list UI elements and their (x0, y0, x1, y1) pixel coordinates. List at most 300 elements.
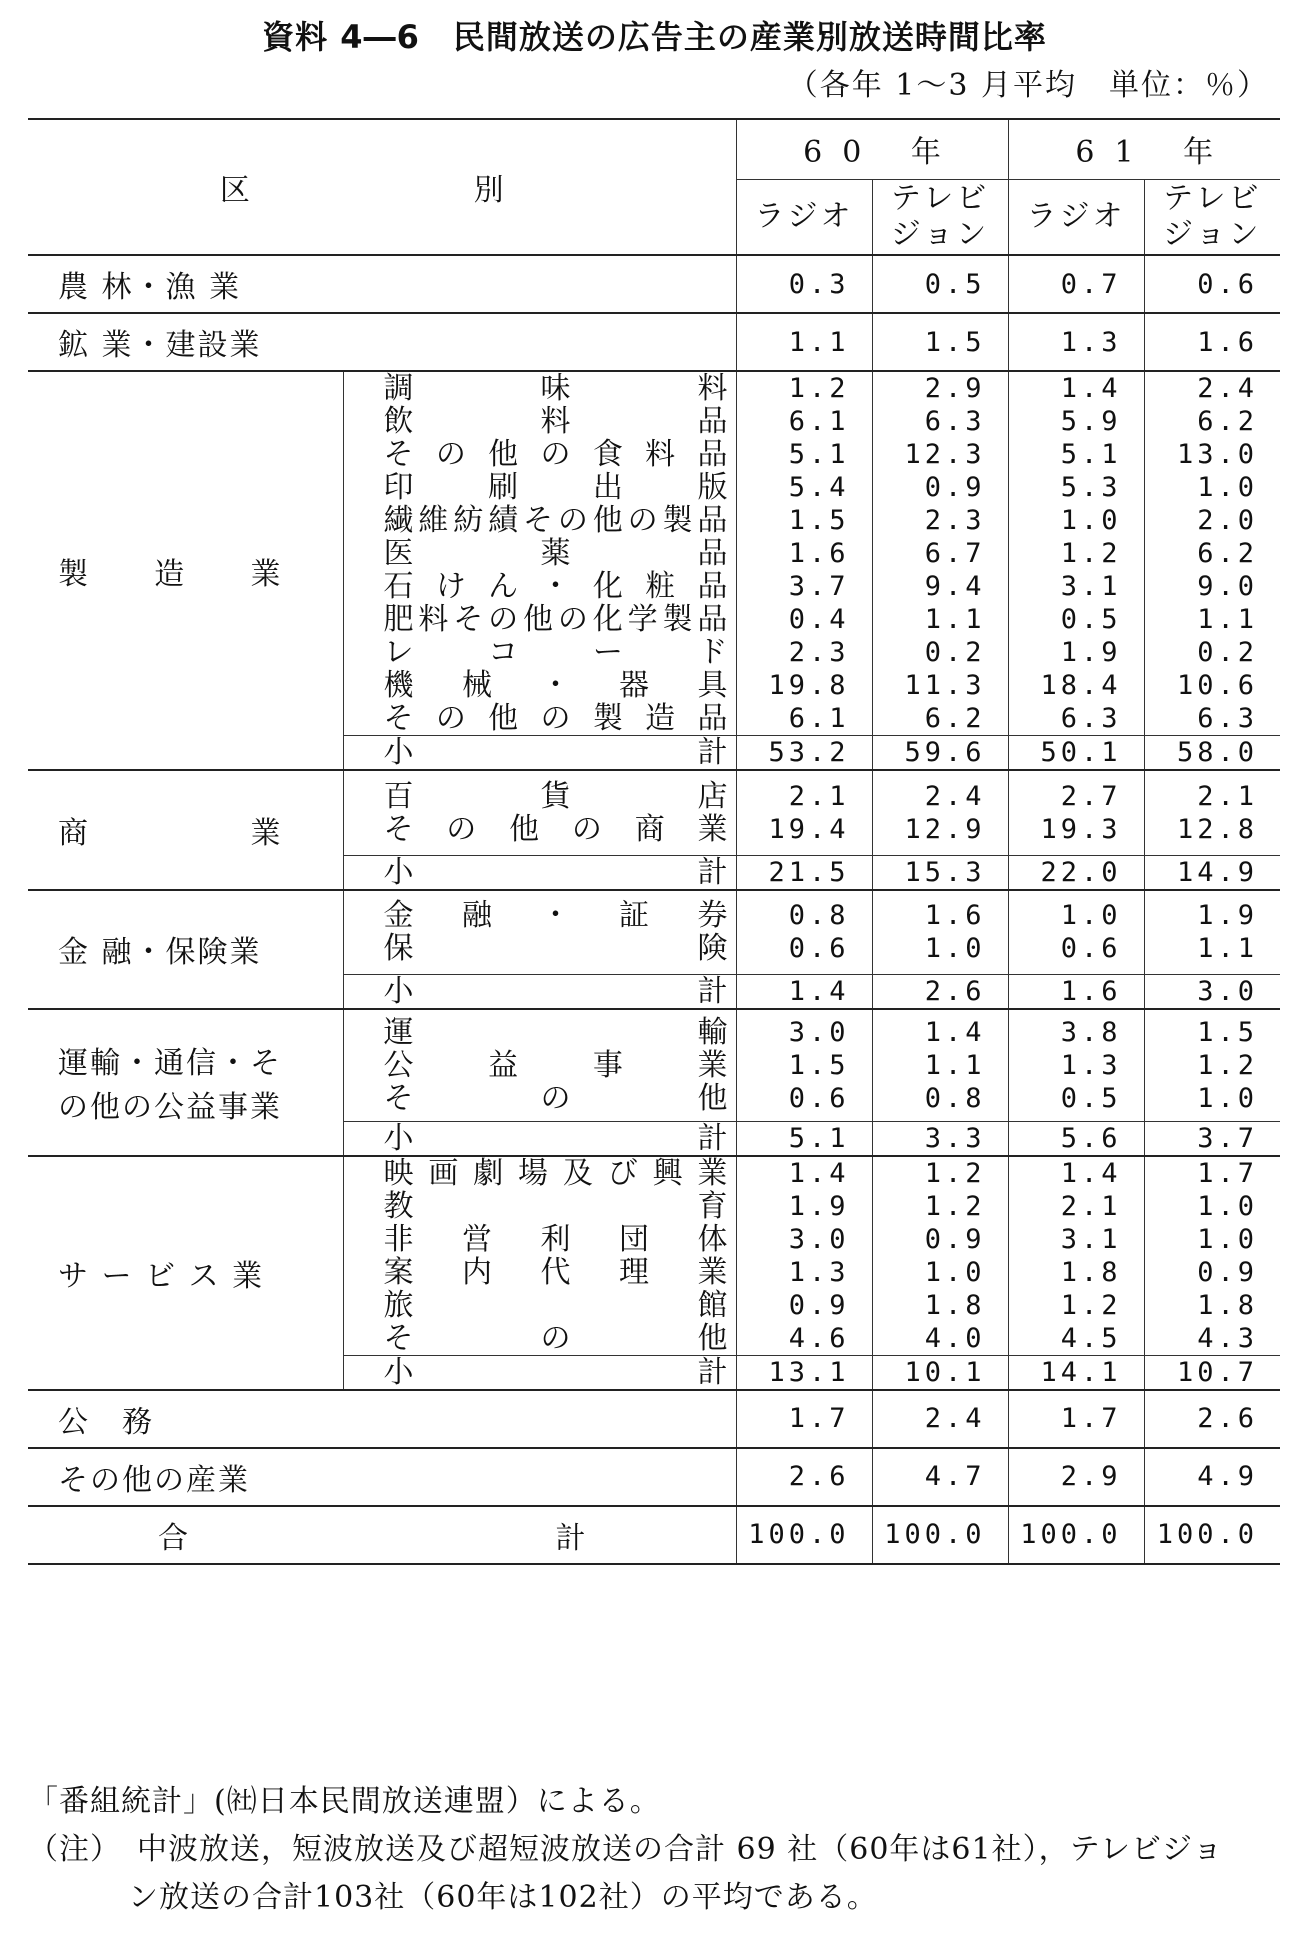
value: 5.4 (788, 472, 850, 503)
subcategory-char: 繊 (383, 503, 414, 538)
header-tv-60 (872, 179, 1008, 255)
value-cell: 59.6 (872, 736, 1008, 771)
total-text (28, 1513, 736, 1557)
note-line-1: （注） 中波放送，短波放送及び超短波放送の合計 69 社（60年は61社），テレビジョ (28, 1832, 1224, 1867)
subcategory-char: 料 (418, 602, 449, 637)
value: 13.0 (1176, 439, 1258, 470)
subcategory-char: 保 (383, 931, 414, 967)
row-nourin (28, 255, 1280, 313)
subcategory-item (384, 471, 728, 504)
value: 4.6 (788, 1322, 850, 1354)
value: 0.9 (1197, 1256, 1258, 1288)
category-text (58, 808, 343, 852)
value: 2.7 (1060, 780, 1122, 812)
subcategory-char: そ (383, 811, 414, 847)
subcategory-char: ・ (540, 898, 571, 934)
subtotal-label (343, 1355, 736, 1390)
header-tv-line2: ジョン (890, 216, 990, 252)
subcategory-char: 料 (645, 437, 676, 472)
subcategory-char: 品 (697, 536, 728, 571)
value: 1.1 (1197, 604, 1258, 635)
subcategory-char: の (571, 811, 602, 847)
unit-note: （各年 1～3 月平均 単位：％） (787, 68, 1269, 103)
value: 1.4 (1060, 373, 1122, 404)
value: 1.6 (924, 900, 986, 932)
value: 11.3 (904, 670, 986, 701)
value-cell (872, 1009, 1008, 1121)
value-cell: 14.1 (1008, 1355, 1144, 1390)
subcategory-char: 他 (488, 701, 519, 736)
subcategory-char: 績 (488, 503, 519, 538)
subtotal-text (384, 975, 728, 1008)
subcategory-char: 利 (540, 1221, 571, 1257)
subcategory-char: 事 (592, 1047, 623, 1083)
row-seizou (28, 371, 1280, 736)
subcategory-char: ん (488, 569, 519, 604)
value: 9.0 (1197, 571, 1258, 602)
subcategory-char: 飲 (383, 404, 414, 439)
value-cell: 100.0 (1144, 1506, 1280, 1564)
subcategory-item (384, 570, 728, 603)
subcategory-char: 興 (652, 1155, 683, 1191)
subcategory-char: 内 (462, 1254, 492, 1290)
value: 5.3 (1060, 472, 1122, 503)
subtotal-right: 計 (697, 1354, 728, 1390)
subcategory-char: 業 (697, 1155, 728, 1191)
subcategory-char: 映 (383, 1155, 414, 1191)
value: 1.7 (1197, 1157, 1258, 1189)
value: 2.3 (924, 505, 986, 536)
subcategory-list (343, 770, 736, 855)
subcategory-char: 粧 (645, 569, 676, 604)
value: 19.8 (768, 670, 850, 701)
value-cell (1008, 890, 1144, 975)
value: 1.2 (1060, 1289, 1122, 1321)
value: 6.7 (924, 538, 986, 569)
subcategory-char: 他 (523, 602, 553, 637)
category-label: 公 務 (28, 1390, 736, 1448)
subcategory-char: の (627, 503, 658, 538)
subtotal-right: 計 (697, 854, 728, 890)
header-tv-line1: テレビ (1163, 180, 1262, 216)
value-cell: 0.3 (736, 255, 872, 313)
value-cell: 1.4 (736, 975, 872, 1010)
value: 6.3 (924, 406, 986, 437)
subtotal-left: 小 (383, 974, 414, 1009)
value-cell: 2.6 (1144, 1390, 1280, 1448)
subcategory-char: び (607, 1155, 638, 1191)
value-cell: 1.3 (1008, 313, 1144, 371)
value: 1.2 (924, 1157, 986, 1189)
value-cell: 100.0 (1008, 1506, 1144, 1564)
value: 1.0 (924, 1256, 986, 1288)
subcategory-char: 具 (697, 668, 728, 703)
subcategory-char: 券 (697, 898, 728, 934)
subcategory-list (343, 1009, 736, 1121)
subcategory-char: 版 (697, 470, 728, 505)
value-cell: 10.1 (872, 1355, 1008, 1390)
header-kubetsu (28, 119, 736, 255)
subcategory-char: 画 (428, 1155, 459, 1191)
value: 12.8 (1176, 813, 1258, 845)
value: 3.8 (1060, 1016, 1122, 1048)
subcategory-item (384, 1256, 728, 1289)
subcategory-item (384, 813, 728, 846)
category-label (28, 1009, 343, 1156)
subcategory-char: 場 (518, 1155, 549, 1191)
value: 1.0 (1197, 472, 1258, 503)
subcategory-item (384, 780, 728, 813)
row-kinyu (28, 890, 1280, 975)
subcategory-char: 出 (592, 470, 623, 505)
subcategory-list (343, 1156, 736, 1356)
subcategory-char: 他 (488, 437, 519, 472)
subcategory-char: 維 (418, 503, 449, 538)
subtotal-text (384, 856, 728, 889)
subcategory-char: レ (383, 635, 414, 670)
header-kubetsu-right: 別 (473, 173, 504, 208)
category-char: 商 (58, 815, 90, 851)
value: 2.4 (924, 780, 986, 812)
value: 10.6 (1176, 670, 1258, 701)
value-cell: 14.9 (1144, 855, 1280, 890)
value-cell (1144, 1009, 1280, 1121)
subcategory-char: の (435, 701, 466, 736)
subcategory-char: 品 (697, 602, 728, 637)
header-radio-60: ラジオ (736, 179, 872, 255)
subcategory-char: 品 (697, 503, 728, 538)
value: 0.9 (924, 472, 986, 503)
category-text (58, 549, 343, 593)
subcategory-item (384, 603, 728, 636)
subcategory-char: そ (383, 437, 414, 472)
category-label: 農 林・漁 業 (28, 255, 736, 313)
value-cell (1008, 1009, 1144, 1121)
subcategory-char: 品 (697, 404, 728, 439)
value: 1.3 (788, 1256, 850, 1288)
subtotal-text (384, 736, 728, 769)
value: 2.9 (924, 373, 986, 404)
value-cell: 2.4 (872, 1390, 1008, 1448)
total-right: 計 (555, 1520, 586, 1556)
subcategory-char: 料 (697, 371, 728, 406)
subcategory-char: 案 (383, 1254, 414, 1290)
value-cell (736, 770, 872, 855)
value: 1.0 (924, 933, 986, 965)
value-cell: 1.7 (1008, 1390, 1144, 1448)
category-label: 鉱 業・建設業 (28, 313, 736, 371)
subcategory-char: の (557, 602, 588, 637)
subcategory-char: 化 (592, 602, 623, 637)
value: 4.3 (1197, 1322, 1258, 1354)
subcategory-char: 業 (697, 1047, 728, 1083)
value: 1.8 (924, 1289, 986, 1321)
subcategory-char: 製 (592, 701, 623, 736)
value: 1.0 (1197, 1223, 1258, 1255)
header-year-60: 60 年 (736, 119, 1008, 179)
value-cell: 1.6 (1144, 313, 1280, 371)
subcategory-char: ・ (540, 569, 571, 604)
source-note: 「番組統計」(㈳日本民間放送連盟）による。 (28, 1784, 661, 1819)
value: 0.8 (924, 1082, 986, 1114)
value: 1.0 (1060, 900, 1122, 932)
value-cell: 3.7 (1144, 1121, 1280, 1156)
value-cell: 3.3 (872, 1121, 1008, 1156)
header-tv-61 (1144, 179, 1280, 255)
subcategory-item (384, 438, 728, 471)
value-cell: 53.2 (736, 736, 872, 771)
value: 0.6 (1060, 933, 1122, 965)
value-cell (736, 371, 872, 736)
value: 2.1 (1197, 780, 1258, 812)
value: 6.2 (1197, 406, 1258, 437)
value-cell: 2.6 (872, 975, 1008, 1010)
subcategory-item (384, 932, 728, 965)
value: 2.1 (1060, 1190, 1122, 1222)
value-cell: 1.7 (736, 1390, 872, 1448)
value: 1.2 (924, 1190, 986, 1222)
subcategory-char: 険 (697, 931, 728, 967)
header-kubetsu-left: 区 (219, 173, 250, 208)
value: 12.3 (904, 439, 986, 470)
subtotal-left: 小 (383, 1354, 414, 1390)
subcategory-char: 店 (697, 778, 728, 814)
subcategory-char: コ (488, 635, 519, 670)
value: 4.5 (1060, 1322, 1122, 1354)
row-goukei (28, 1506, 1280, 1564)
subcategory-item (384, 1049, 728, 1082)
subcategory-char: の (435, 437, 466, 472)
value: 6.3 (1197, 703, 1258, 734)
subcategory-char: 薬 (540, 536, 571, 571)
subcategory-char: 益 (488, 1047, 519, 1083)
subcategory-char: 製 (662, 503, 693, 538)
header-tv-line1: テレビ (890, 180, 990, 216)
subcategory-char: そ (523, 503, 553, 538)
value-cell (1008, 1156, 1144, 1356)
subtotal-label (343, 975, 736, 1010)
value: 6.2 (1197, 538, 1258, 569)
value: 6.1 (788, 703, 850, 734)
subtotal-label (343, 855, 736, 890)
subcategory-char: 他 (509, 811, 540, 847)
value-cell (1008, 770, 1144, 855)
value-cell: 1.1 (736, 313, 872, 371)
subcategory-item (384, 1223, 728, 1256)
subtotal-text (384, 1356, 728, 1389)
value: 5.1 (788, 439, 850, 470)
subcategory-char: 旅 (383, 1287, 414, 1323)
value: 1.1 (1197, 933, 1258, 965)
value: 1.5 (788, 1049, 850, 1081)
value: 12.9 (904, 813, 986, 845)
value-cell (872, 1156, 1008, 1356)
subcategory-item (384, 504, 728, 537)
header-year-61: 61 年 (1008, 119, 1280, 179)
value: 5.1 (1060, 439, 1122, 470)
notes (28, 1778, 1223, 1922)
value-cell: 58.0 (1144, 736, 1280, 771)
value-cell: 10.7 (1144, 1355, 1280, 1390)
category-char: 造 (154, 556, 187, 592)
subcategory-char: 味 (540, 371, 571, 406)
subcategory-char: 及 (562, 1155, 593, 1191)
subcategory-char: の (557, 503, 588, 538)
value: 1.9 (1060, 637, 1122, 668)
value-cell: 2.9 (1008, 1448, 1144, 1506)
value: 0.9 (924, 1223, 986, 1255)
value-cell: 100.0 (736, 1506, 872, 1564)
row-koumu (28, 1390, 1280, 1448)
value: 3.1 (1060, 1223, 1122, 1255)
value: 2.1 (788, 780, 850, 812)
category-char: 製 (58, 556, 90, 592)
value-cell: 5.1 (736, 1121, 872, 1156)
category-char: 業 (250, 556, 283, 592)
value: 1.8 (1060, 1256, 1122, 1288)
subcategory-char: 械 (462, 668, 492, 703)
subcategory-char: 医 (383, 536, 414, 571)
subcategory-char: 食 (592, 437, 623, 472)
value: 1.0 (1197, 1082, 1258, 1114)
total-left: 合 (158, 1520, 188, 1556)
subcategory-char: 劇 (473, 1155, 504, 1191)
value: 1.4 (788, 1157, 850, 1189)
subcategory-char: 品 (697, 437, 728, 472)
subcategory-char: 育 (697, 1188, 728, 1224)
value: 19.3 (1040, 813, 1122, 845)
subcategory-char: 他 (697, 1320, 728, 1356)
subcategory-char: 調 (383, 371, 414, 406)
subcategory-char: 教 (383, 1188, 414, 1224)
value: 0.5 (1060, 1082, 1122, 1114)
subtotal-left: 小 (383, 1120, 414, 1156)
subcategory-char: 紡 (453, 503, 484, 538)
value: 1.2 (788, 373, 850, 404)
subcategory-char: の (540, 437, 571, 472)
value: 3.1 (1060, 571, 1122, 602)
subcategory-char: 石 (383, 569, 414, 604)
category-line-2: の他の公益事業 (58, 1090, 282, 1126)
subcategory-char: 業 (697, 811, 728, 847)
category-label: サ ー ビ ス 業 (28, 1156, 343, 1390)
value: 1.4 (1060, 1157, 1122, 1189)
value: 6.2 (924, 703, 986, 734)
value-cell (1144, 371, 1280, 736)
value: 9.4 (924, 571, 986, 602)
subcategory-char: 他 (697, 1080, 728, 1116)
value-cell: 0.5 (872, 255, 1008, 313)
value-cell: 13.1 (736, 1355, 872, 1390)
value-cell (872, 890, 1008, 975)
subcategory-list (343, 890, 736, 975)
subcategory-item (384, 1322, 728, 1355)
subcategory-char: 印 (383, 470, 414, 505)
subcategory-char: 製 (662, 602, 693, 637)
value: 1.8 (1197, 1289, 1258, 1321)
value: 1.6 (788, 538, 850, 569)
value: 1.5 (788, 505, 850, 536)
value-cell (1144, 1156, 1280, 1356)
value: 1.9 (788, 1190, 850, 1222)
value-cell: 4.9 (1144, 1448, 1280, 1506)
category-char: 業 (250, 815, 283, 851)
subtotal-left: 小 (383, 735, 414, 770)
value-cell (736, 1156, 872, 1356)
subcategory-char: 品 (697, 701, 728, 736)
subtotal-text (384, 1122, 728, 1155)
subcategory-char: 機 (383, 668, 414, 703)
value-cell: 5.6 (1008, 1121, 1144, 1156)
subtotal-right: 計 (697, 974, 728, 1009)
header-row-years (28, 119, 1280, 179)
value: 18.4 (1040, 670, 1122, 701)
subcategory-item (384, 405, 728, 438)
value: 2.4 (1197, 373, 1258, 404)
subtotal-left: 小 (383, 854, 414, 890)
subcategory-item (384, 1289, 728, 1322)
value-cell: 3.0 (1144, 975, 1280, 1010)
note-line-2: ン放送の合計103社（60年は102社）の平均である。 (128, 1880, 878, 1915)
value: 1.0 (1197, 1190, 1258, 1222)
value-cell (736, 890, 872, 975)
subcategory-char: の (446, 811, 477, 847)
value: 1.9 (1197, 900, 1258, 932)
subcategory-char: 融 (462, 898, 492, 934)
subcategory-char: の (540, 701, 571, 736)
value: 1.4 (924, 1016, 986, 1048)
subcategory-char: 品 (697, 569, 728, 604)
value: 4.0 (924, 1322, 986, 1354)
subcategory-char: 器 (619, 668, 649, 703)
subcategory-char: 公 (383, 1047, 414, 1083)
value: 3.0 (788, 1223, 850, 1255)
value-cell: 0.6 (1144, 255, 1280, 313)
subcategory-char: ー (592, 635, 623, 670)
value-cell (1144, 770, 1280, 855)
subcategory-item (384, 702, 728, 735)
category-label: その他の産業 (28, 1448, 736, 1506)
subcategory-char: 化 (592, 569, 623, 604)
value-cell (872, 371, 1008, 736)
value: 1.2 (1060, 538, 1122, 569)
value: 1.1 (924, 1049, 986, 1081)
value: 2.0 (1197, 505, 1258, 536)
value-cell: 0.7 (1008, 255, 1144, 313)
subcategory-char: 証 (619, 898, 649, 934)
value: 0.2 (924, 637, 986, 668)
subcategory-char: 刷 (488, 470, 519, 505)
subcategory-char: 運 (383, 1014, 414, 1050)
row-kougyou (28, 313, 1280, 371)
subcategory-char: 輸 (697, 1014, 728, 1050)
value-cell: 21.5 (736, 855, 872, 890)
subcategory-item (384, 372, 728, 405)
subtotal-right: 計 (697, 1120, 728, 1156)
subcategory-char: 貨 (540, 778, 571, 814)
subcategory-item (384, 1082, 728, 1115)
value-cell: 1.6 (1008, 975, 1144, 1010)
total-label (28, 1506, 736, 1564)
value-cell: 4.7 (872, 1448, 1008, 1506)
subcategory-char: 商 (634, 811, 665, 847)
subcategory-item (384, 1190, 728, 1223)
subtotal-right: 計 (697, 735, 728, 770)
value-cell: 1.5 (872, 313, 1008, 371)
value: 0.5 (1060, 604, 1122, 635)
subcategory-char: 代 (540, 1254, 571, 1290)
value-cell (1008, 371, 1144, 736)
